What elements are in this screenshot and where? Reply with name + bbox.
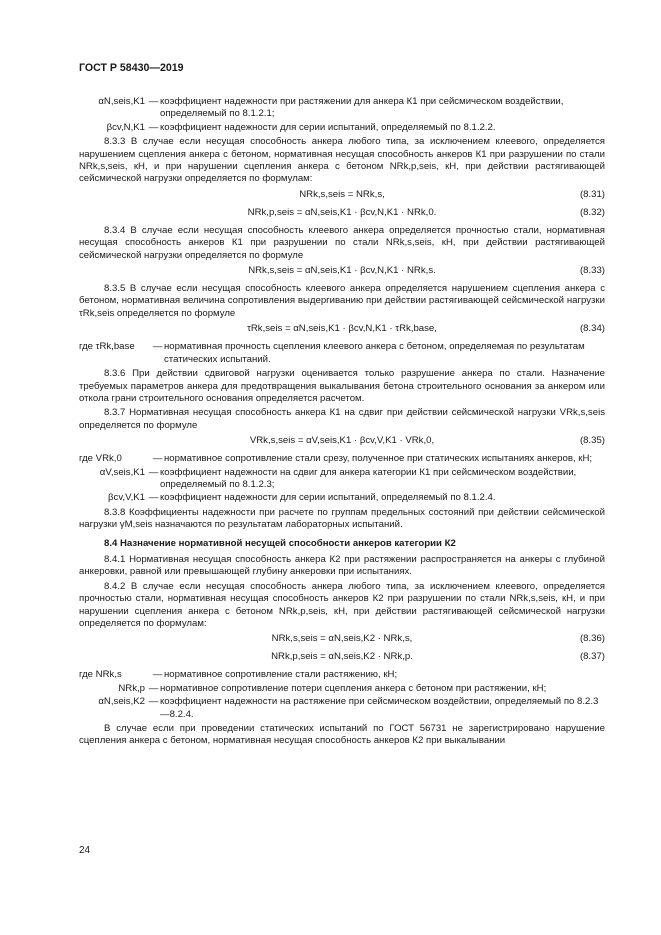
definition-symbol: где VRk,0 bbox=[79, 453, 122, 465]
page-content bbox=[79, 95, 605, 748]
formula-expression: NRk,s,seis = NRk,s, bbox=[299, 188, 385, 200]
definition-text: коэффициент надежности для серии испытаний, определяемый по 8.1.2.2. bbox=[160, 121, 496, 133]
definition-symbol: βcv,N,K1 bbox=[106, 121, 145, 133]
definition-text: коэффициент надежности на сдвиг для анкера категории К1 при сейсмическом воздействии, определяемый по 8.1.2.3; bbox=[160, 466, 577, 490]
formula-number: (8.35) bbox=[579, 435, 605, 447]
formula-8-36 bbox=[79, 633, 605, 648]
paragraph-8-3-6: 8.3.6 При действии сдвиговой нагрузки оценивается только разрушение анкера по стали. Назначение требуемых параметров анкера для предотвращения выкалывания бетона строительного основания за анкером или откола грани строительного основания определяется расчетом. bbox=[79, 368, 605, 404]
formula-number: (8.31) bbox=[579, 188, 605, 200]
formula-number: (8.33) bbox=[579, 265, 605, 277]
definition-symbol: где NRk,s bbox=[79, 669, 122, 681]
definition-item bbox=[79, 683, 605, 695]
definition-item bbox=[79, 96, 605, 121]
formula-number: (8.34) bbox=[579, 323, 605, 335]
definition-item bbox=[79, 696, 605, 721]
definition-symbol: βcv,V,K1 bbox=[108, 492, 145, 504]
paragraph-8-3-4: 8.3.4 В случае если несущая способность клеевого анкера определяется прочностью стали, нормативная несущая способность анкеров К1 при разрушении по стали NRk,s,seis, кН, при действии растягивающей сейсмической нагрузки определяется по формуле bbox=[79, 224, 605, 261]
definition-item bbox=[79, 122, 605, 134]
definition-item bbox=[79, 341, 605, 366]
definition-text: коэффициент надежности для серии испытаний, определяемый по 8.1.2.4. bbox=[160, 492, 496, 504]
formula-expression: NRk,p,seis = αN,seis,K2 · NRk,p. bbox=[271, 651, 413, 663]
formula-8-33 bbox=[79, 265, 605, 280]
formula-number: (8.37) bbox=[579, 651, 605, 663]
formula-8-31 bbox=[79, 189, 605, 204]
paragraph-8-3-8: 8.3.8 Коэффициенты надежности при расчете по группам предельных состояний при действии сейсмической нагрузки γM,seis назначаются по результатам лабораторных испытаний. bbox=[79, 506, 605, 531]
definition-dash: — bbox=[148, 682, 159, 694]
definition-item bbox=[79, 669, 605, 681]
paragraph-8-3-7: 8.3.7 Нормативная несущая способность анкера К1 на сдвиг при действии сейсмической нагрузки VRk,s,seis определяется по формуле bbox=[79, 407, 605, 431]
formula-number: (8.36) bbox=[579, 633, 605, 645]
definition-text: нормативное сопротивление стали растяжению, кН; bbox=[164, 669, 398, 681]
definition-dash: — bbox=[148, 121, 159, 133]
formula-expression: VRk,s,seis = αV,seis,K1 · βcv,V,K1 · VRk,0, bbox=[249, 435, 435, 447]
definition-dash: — bbox=[148, 492, 159, 504]
formula-8-34 bbox=[79, 323, 605, 338]
definition-dash: — bbox=[148, 696, 159, 708]
definition-dash: — bbox=[152, 453, 163, 465]
formula-expression: NRk,s,seis = αN,seis,K2 · NRk,s, bbox=[271, 633, 413, 645]
formula-number: (8.32) bbox=[579, 206, 605, 218]
formula-expression: NRk,s,seis = αN,seis,K1 · βcv,N,K1 · NRk,s. bbox=[248, 265, 436, 277]
standard-header: ГОСТ Р 58430—2019 bbox=[79, 62, 184, 74]
definition-text: нормативное сопротивление стали срезу, полученное при статических испытаниях анкеров, кН; bbox=[164, 453, 593, 465]
definition-symbol: где τRk,base bbox=[79, 341, 135, 353]
definition-symbol: αN,seis,K1 bbox=[98, 96, 145, 107]
definition-text: нормативная прочность сцепления клеевого анкера с бетоном, определяемая по результатам статических испытаний. bbox=[164, 341, 585, 365]
definition-symbol: NRk,p bbox=[118, 682, 145, 694]
definition-text: коэффициент надежности при растяжении для анкера К1 при сейсмическом воздействии, определяемый по 8.1.2.1; bbox=[160, 96, 564, 120]
definition-item bbox=[79, 467, 605, 492]
formula-8-32 bbox=[79, 207, 605, 222]
formula-8-35 bbox=[79, 435, 605, 450]
definition-dash: — bbox=[148, 466, 159, 478]
definition-dash: — bbox=[148, 96, 159, 107]
paragraph-continuation: В случае если при проведении статических испытаний по ГОСТ 56731 не зарегистрировано нарушение сцепления анкера с бетоном, нормативная несущая способность анкеров К2 при выкалывании bbox=[79, 723, 605, 747]
paragraph-8-4-2: 8.4.2 В случае если несущая способность анкера любого типа, за исключением клеевого, определяется прочностью стали, нормативная несущая способность анкеров К2 при разрушении по стали NRk,s,seis, кН, и при нарушении сцепления анкера с бетоном NRk,p,seis, кН, при действии растягивающей сейсмической нагрузки определяется по формулам: bbox=[79, 580, 605, 629]
definition-text: коэффициент надежности на растяжение при сейсмическом воздействии, определяемый по 8.2.3—8.2.4. bbox=[160, 696, 599, 720]
paragraph-8-4-1: 8.4.1 Нормативная несущая способность анкера К2 при растяжении распространяется на анкеры с глубиной анкеровки, равной или превышающей глубину анкеровки при испытаниях. bbox=[79, 553, 605, 578]
paragraph-8-3-3: 8.3.3 В случае если несущая способность анкера любого типа, за исключением клеевого, определяется нарушением сцепления анкера с бетоном, нормативная несущая способность анкеров К1 при разрушении по стали NRk,s,seis, кН, и при нарушении сцепления анкера с бетоном NRk,p,seis, кН, при действии растягивающей сейсмической нагрузки определяется по формулам: bbox=[79, 136, 605, 185]
definition-dash: — bbox=[152, 669, 163, 681]
section-heading-8-4: 8.4 Назначение нормативной несущей способности анкеров категории К2 bbox=[104, 537, 456, 549]
formula-8-37 bbox=[79, 651, 605, 666]
definition-symbol: αN,seis,K2 bbox=[98, 696, 145, 708]
definition-item bbox=[79, 492, 605, 504]
formula-expression: τRk,seis = αN,seis,K1 · βcv,N,K1 · τRk,base, bbox=[247, 323, 437, 335]
definition-dash: — bbox=[152, 341, 163, 353]
definition-text: нормативное сопротивление потери сцепления анкера с бетоном при растяжении, кН; bbox=[160, 682, 547, 694]
definition-symbol: αV,seis,K1 bbox=[99, 466, 145, 478]
formula-expression: NRk,p,seis = αN,seis,K1 · βcv,N,K1 · NRk,0. bbox=[247, 206, 437, 218]
paragraph-8-3-5: 8.3.5 В случае если несущая способность клеевого анкера определяется нарушением сцепления анкера с бетоном, нормативная величина сопротивления выдергиванию при действии растягивающей сейсмической нагрузки τRk,seis определяется по формуле bbox=[79, 283, 605, 319]
definition-item bbox=[79, 453, 605, 465]
page-number: 24 bbox=[79, 845, 91, 856]
